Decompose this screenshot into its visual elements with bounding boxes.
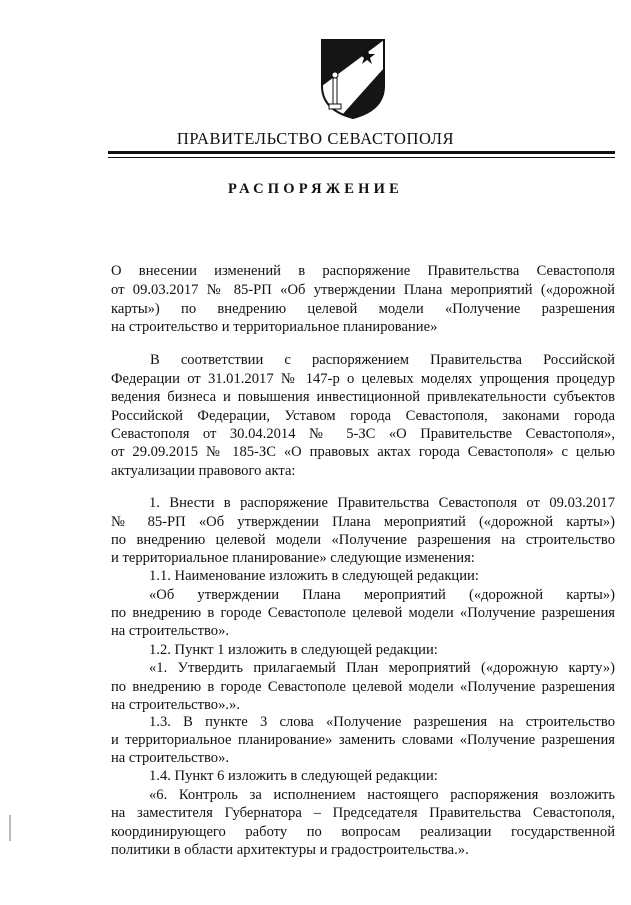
subject-line: карты») по внедрению целевой модели «Получение разрешения <box>111 301 615 317</box>
body-line: и территориальное планирование» следующие изменения: <box>111 550 475 566</box>
body-line: «Об утверждении Плана мероприятий («дорожной карты») <box>149 587 615 603</box>
header-divider-thick <box>108 151 615 154</box>
preamble-line: актуализации правового акта: <box>111 463 296 479</box>
subject-line: О внесении изменений в распоряжение Правительства Севастополя <box>111 263 615 279</box>
body-line: 1.4. Пункт 6 изложить в следующей редакции: <box>149 768 438 784</box>
body-line: на заместителя Губернатора – Председателя Правительства Севастополя, <box>111 805 615 821</box>
body-line: на строительство». <box>111 750 230 766</box>
government-name: ПРАВИТЕЛЬСТВО СЕВАСТОПОЛЯ <box>176 129 455 148</box>
body-line: «1. Утвердить прилагаемый План мероприятий («дорожную карту») <box>149 660 615 676</box>
preamble-line: ведения бизнеса и повышения инвестиционной привлекательности субъектов <box>111 389 615 405</box>
body-line: «6. Контроль за исполнением настоящего распоряжения возложить <box>149 787 615 803</box>
body-line: 1.1. Наименование изложить в следующей редакции: <box>149 568 479 584</box>
body-line: по внедрению в городе Севастополе целевой модели «Получение разрешения <box>111 679 615 695</box>
scan-edge-mark <box>9 815 11 841</box>
preamble-line: Российской Федерации, Уставом города Севастополя, законами города <box>111 408 615 424</box>
body-line: на строительство». <box>111 623 230 639</box>
body-line: на строительство».». <box>111 697 240 713</box>
preamble-line: В соответствии с распоряжением Правительства Российской <box>150 352 615 368</box>
header-divider-thin <box>108 157 615 158</box>
body-line: 1. Внести в распоряжение Правительства Севастополя от 09.03.2017 <box>149 495 615 511</box>
preamble-line: Федерации от 31.01.2017 № 147-р о целевых моделях упрощения процедур <box>111 371 615 387</box>
body-line: 1.2. Пункт 1 изложить в следующей редакции: <box>149 642 438 658</box>
subject-line: на строительство и территориальное планирование» <box>111 319 438 335</box>
body-line: № 85-РП «Об утверждении Плана мероприятий («дорожной карты») <box>111 514 615 530</box>
sevastopol-coat-of-arms-icon <box>320 38 386 120</box>
body-line: и территориальное планирование» заменить словами «Получение разрешения <box>111 732 615 748</box>
body-line: политики в области архитектуры и градостроительства.». <box>111 842 469 858</box>
document-type-heading: РАСПОРЯЖЕНИЕ <box>227 181 404 197</box>
preamble-line: Севастополя от 30.04.2014 № 5-ЗС «О Правительстве Севастополя», <box>111 426 615 442</box>
body-line: по внедрению в городе Севастополе целевой модели «Получение разрешения <box>111 605 615 621</box>
preamble-line: от 29.09.2015 № 185-ЗС «О правовых актах города Севастополя» с целью <box>111 444 615 460</box>
subject-line: от 09.03.2017 № 85-РП «Об утверждении Плана мероприятий («дорожной <box>111 282 615 298</box>
body-line: координирующего работу по вопросам реализации государственной <box>111 824 615 840</box>
body-line: по внедрению целевой модели «Получение разрешения на строительство <box>111 532 615 548</box>
body-line: 1.3. В пункте 3 слова «Получение разрешения на строительство <box>149 714 615 730</box>
